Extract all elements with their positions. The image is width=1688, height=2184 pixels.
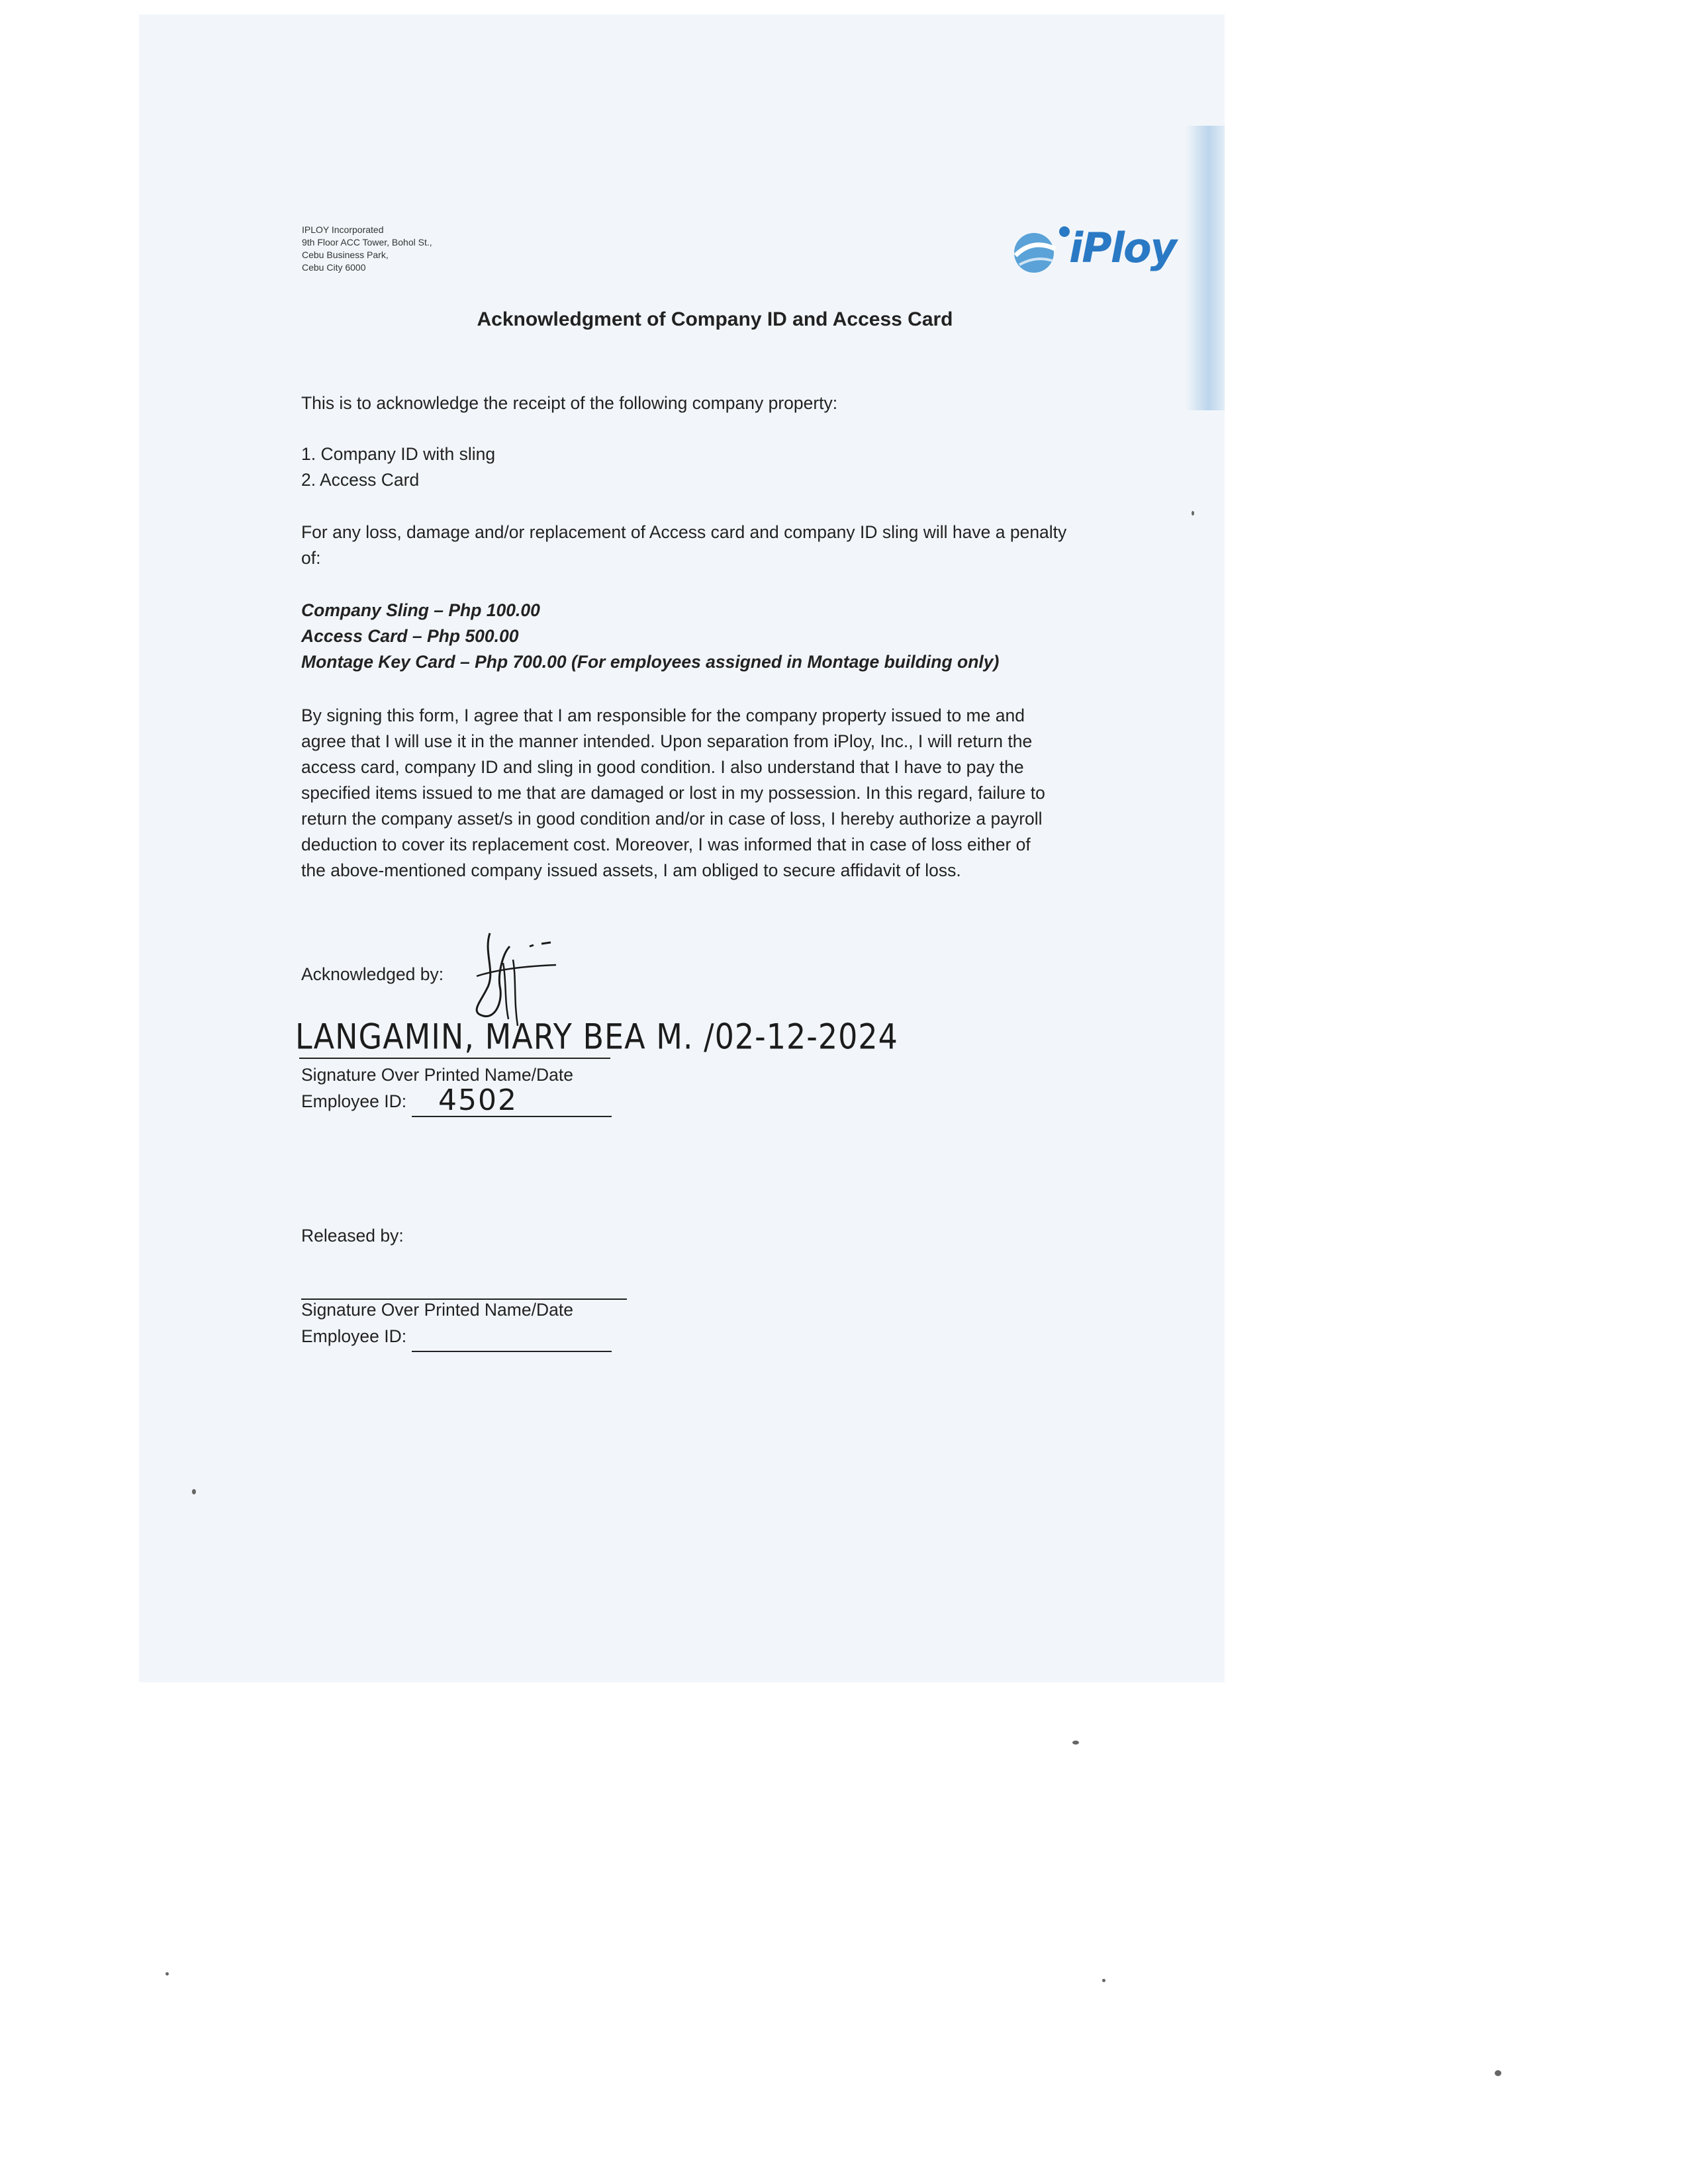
penalty-intro <box>301 520 1129 571</box>
penalty-item: Access Card – Php 500.00 <box>301 626 519 646</box>
penalty-item: Company Sling – Php 100.00 <box>301 600 540 620</box>
address-line: IPLOY Incorporated <box>302 224 384 235</box>
agreement-line: specified items issued to me that are damaged or lost in my possession. In this regard, failure to <box>301 783 1045 803</box>
property-list <box>301 441 1129 493</box>
document-title: Acknowledgment of Company ID and Access Card <box>477 308 953 330</box>
signature-caption: Signature Over Printed Name/Date <box>301 1300 573 1320</box>
scan-shading <box>1185 126 1225 410</box>
employee-id-line <box>412 1351 612 1352</box>
logo-wordmark: iPloy <box>1069 224 1176 272</box>
penalty-intro-line: For any loss, damage and/or replacement of Access card and company ID sling will have a penalty <box>301 522 1067 542</box>
agreement-line: By signing this form, I agree that I am responsible for the company property issued to me and <box>301 705 1025 725</box>
penalty-intro-line: of: <box>301 548 321 568</box>
list-item: 1. Company ID with sling <box>301 444 496 464</box>
penalty-list <box>301 598 1129 675</box>
scan-speck <box>1192 511 1194 516</box>
agreement-line: return the company asset/s in good condition and/or in case of loss, I hereby authorize a payroll <box>301 809 1043 829</box>
employee-id-line <box>412 1116 612 1117</box>
released-label: Released by: <box>301 1226 404 1246</box>
agreement-line: the above-mentioned company issued assets, I am obliged to secure affidavit of loss. <box>301 860 961 880</box>
handwritten-name-date: LANGAMIN, MARY BEA M. /02-12-2024 <box>295 1016 898 1058</box>
scan-speck <box>1072 1741 1079 1745</box>
agreement-paragraph <box>301 703 1129 884</box>
globe-icon <box>1006 218 1079 285</box>
address-line: 9th Floor ACC Tower, Bohol St., <box>302 237 432 248</box>
employee-id-label: Employee ID: <box>301 1091 407 1111</box>
signature-line <box>299 1058 610 1059</box>
penalty-item: Montage Key Card – Php 700.00 (For employees assigned in Montage building only) <box>301 652 1000 672</box>
agreement-line: agree that I will use it in the manner intended. Upon separation from iPloy, Inc., I will return the <box>301 731 1033 751</box>
address-line: Cebu City 6000 <box>302 262 366 273</box>
scan-speck <box>1495 2070 1501 2076</box>
scan-speck <box>165 1972 169 1976</box>
company-logo <box>1006 218 1178 285</box>
signature-caption: Signature Over Printed Name/Date <box>301 1065 573 1085</box>
scan-speck <box>192 1489 196 1494</box>
agreement-line: access card, company ID and sling in good condition. I also understand that I have to pay the <box>301 757 1024 777</box>
list-item: 2. Access Card <box>301 470 420 490</box>
address-line: Cebu Business Park, <box>302 250 389 260</box>
agreement-line: deduction to cover its replacement cost. Moreover, I was informed that in case of loss either of <box>301 835 1031 854</box>
employee-id-value: 4502 <box>438 1083 518 1117</box>
acknowledged-label: Acknowledged by: <box>301 964 444 984</box>
company-address <box>302 224 432 274</box>
intro-text: This is to acknowledge the receipt of the following company property: <box>301 393 838 413</box>
employee-id-label: Employee ID: <box>301 1326 407 1346</box>
scan-speck <box>1102 1979 1105 1982</box>
